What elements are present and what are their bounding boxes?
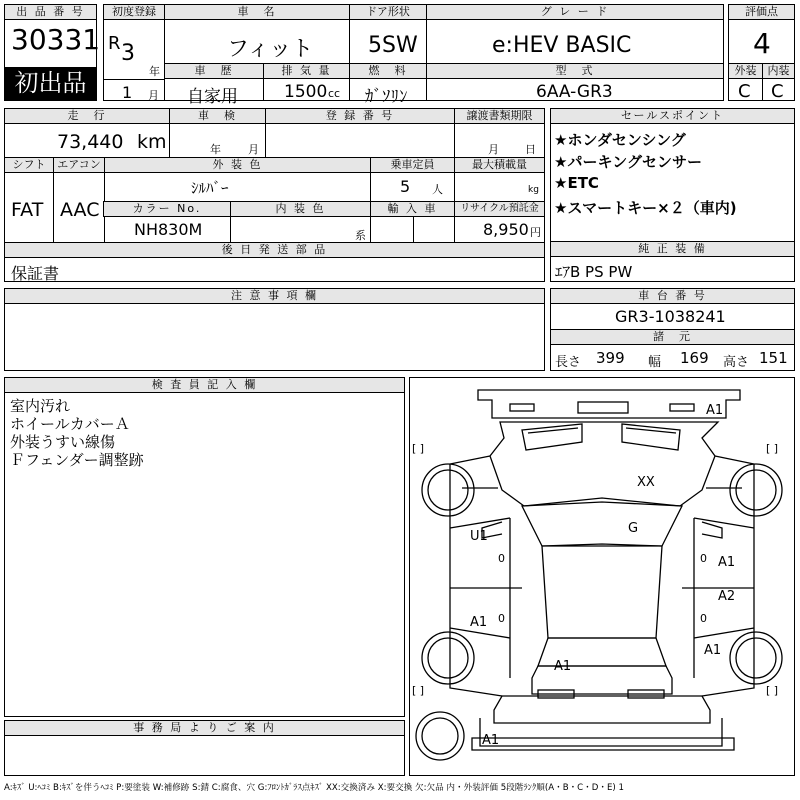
specs-box <box>4 108 545 282</box>
inspector-label: 検 査 員 記 入 欄 <box>5 378 404 393</box>
length-value: 399 <box>596 349 625 367</box>
interior-color-label: 内 装 色 <box>230 201 371 217</box>
sales-point-item: ★スマートキー×２（車内) <box>554 199 737 217</box>
lot-number: 30331 <box>11 23 101 56</box>
interior-value: C <box>771 81 784 102</box>
shift-label: シフト <box>4 157 54 173</box>
later-parts-label: 後 日 発 送 部 品 <box>4 242 545 258</box>
registration-box <box>103 4 165 101</box>
legend-text: A:ｷｽﾞ U:ﾍｺﾐ B:ｷｽﾞを伴うﾍｺﾐ P:要塗装 W:補修跡 S:錆 C:腐食、穴 G:ﾌﾛﾝﾄｶﾞﾗｽ点ｷｽﾞ XX:交換済み X:要交換 欠:欠品 内・外装評価 5段階ﾗﾝｸ順(A・B・C・D・E) 1 <box>4 783 624 793</box>
car-name: フィット <box>227 37 314 62</box>
plate-label: 登 録 番 号 <box>265 108 455 124</box>
displacement-unit: cc <box>328 87 341 100</box>
recycle-unit: 円 <box>530 226 541 239</box>
notes-label: 注 意 事 項 欄 <box>5 289 544 304</box>
load-label: 最大積載量 <box>454 157 545 173</box>
width-label: 幅 <box>648 355 662 370</box>
hood-shape <box>490 422 718 506</box>
sales-points-box <box>550 108 795 242</box>
mark-hood: XX <box>637 475 655 490</box>
model-value: 6AA-GR3 <box>536 82 613 102</box>
wheel-front-right-shape <box>730 464 782 516</box>
capacity-value: 5 <box>400 177 411 196</box>
mark-bracket: [ ] <box>412 684 425 697</box>
door-value: 5SW <box>368 33 418 58</box>
reg-era: R <box>108 33 121 54</box>
mark-zero: 0 <box>498 552 505 565</box>
inspection-label: 車 検 <box>169 108 266 124</box>
fog-left-shape <box>510 404 534 411</box>
later-parts-value: 保証書 <box>11 264 60 283</box>
height-value: 151 <box>759 349 788 367</box>
chassis-value: GR3-1038241 <box>615 307 726 326</box>
recycle-value: 8,950 <box>483 220 529 239</box>
spare-wheel-shape <box>416 712 464 760</box>
sales-point-item: ★ETC <box>554 174 599 192</box>
mark-trunk: A1 <box>554 659 572 674</box>
inspector-line: 外装うすい線傷 <box>10 433 116 451</box>
lot-label: 出 品 番 号 <box>5 5 96 20</box>
mark-left-rear-quarter: A1 <box>470 615 488 630</box>
shift-value: FAT <box>11 199 44 221</box>
first-listing-badge <box>5 67 96 100</box>
exterior-label: 外装 <box>728 63 763 79</box>
sales-point-item: ★ホンダセンシング <box>554 131 686 149</box>
wheel-front-left-shape <box>422 464 474 516</box>
transfer-label: 譲渡書類期限 <box>454 108 545 124</box>
transfer-month-unit: 月 <box>488 143 499 156</box>
color-no-label: カラー No. <box>103 201 231 217</box>
exterior-value: C <box>738 81 751 102</box>
body-left-shape <box>450 456 502 696</box>
notes-box <box>4 288 545 371</box>
inspector-line: ホイールカバーＡ <box>10 415 130 433</box>
mark-bracket: [ ] <box>766 442 779 455</box>
wheel-rear-left-shape <box>422 632 474 684</box>
month-unit: 月 <box>148 89 159 102</box>
car-diagram <box>410 378 794 775</box>
reg-month: 1 <box>122 83 133 102</box>
fuel-value: ｶﾞｿﾘﾝ <box>365 87 408 107</box>
mark-spare-area: A1 <box>482 733 500 748</box>
reg-year: 3 <box>121 41 135 66</box>
color-no-value: NH830M <box>134 220 203 239</box>
car-diagram-box <box>409 377 795 776</box>
inspector-line: Ｆフェンダー調整跡 <box>10 451 144 469</box>
body-right-shape <box>702 456 754 696</box>
fog-right-shape <box>670 404 694 411</box>
mark-right-front-door: A1 <box>718 555 736 570</box>
sales-point-item: ★パーキングセンサー <box>554 153 702 171</box>
grade-label: グ レ ー ド <box>426 4 724 20</box>
mark-left-front-door: U1 <box>470 529 488 544</box>
displacement-label: 排 気 量 <box>263 63 350 79</box>
grade-value: e:HEV BASIC <box>492 33 632 58</box>
chassis-box <box>550 288 795 371</box>
office-label: 事 務 局 よ り ご 案 内 <box>5 721 404 736</box>
year-unit: 年 <box>149 65 160 78</box>
capacity-label: 乗車定員 <box>370 157 455 173</box>
displacement-value: 1500 <box>284 82 328 102</box>
equipment-label: 純 正 装 備 <box>551 242 794 257</box>
width-value: 169 <box>680 349 709 367</box>
capacity-unit: 人 <box>432 183 443 196</box>
mark-right-rear-quarter: A1 <box>704 643 722 658</box>
mark-zero: 0 <box>700 552 707 565</box>
load-unit: kg <box>528 185 539 195</box>
mileage-label: 走 行 <box>4 108 170 124</box>
header-grid <box>165 4 724 107</box>
history-value: 自家用 <box>187 87 238 107</box>
front-grille-shape <box>578 402 628 413</box>
color-value: ｼﾙﾊﾞｰ <box>191 179 229 197</box>
dims-label: 諸 元 <box>550 329 795 345</box>
score-box <box>728 4 795 101</box>
color-label: 外 装 色 <box>104 157 371 173</box>
score-value: 4 <box>753 27 771 60</box>
wheel-rear-right-shape <box>730 632 782 684</box>
ac-label: エアコン <box>53 157 105 173</box>
reg-label: 初度登録 <box>104 5 164 20</box>
lot-box <box>4 4 101 101</box>
length-label: 長さ <box>555 355 582 370</box>
first-listing-text: 初出品 <box>14 69 87 97</box>
mark-zero: 0 <box>700 612 707 625</box>
equipment-box <box>550 241 795 282</box>
mileage-unit: km <box>137 131 167 153</box>
recycle-label: リサイクル預託金 <box>454 201 545 217</box>
insp-year-unit: 年 <box>210 143 221 156</box>
inspector-line: 室内汚れ <box>10 397 71 415</box>
ac-value: AAC <box>60 199 100 221</box>
import-label: 輸 入 車 <box>370 201 455 217</box>
office-box <box>4 720 405 776</box>
transfer-day-unit: 日 <box>525 143 536 156</box>
mark-zero: 0 <box>498 612 505 625</box>
windshield-shape <box>522 502 682 546</box>
roof-shape <box>542 546 662 638</box>
interior-label: 内装 <box>762 63 795 79</box>
mark-bracket: [ ] <box>412 442 425 455</box>
interior-color-unit: 系 <box>355 229 366 242</box>
mark-roof: G <box>628 521 639 536</box>
mark-bracket: [ ] <box>766 684 779 697</box>
mark-right-rear-door: A2 <box>718 589 736 604</box>
mark-front-right: A1 <box>706 403 724 418</box>
mileage-value: 73,440 <box>57 131 124 153</box>
history-label: 車 歴 <box>164 63 264 79</box>
sales-points-label: セールスポイント <box>551 109 794 124</box>
inspector-box <box>4 377 405 717</box>
insp-month-unit: 月 <box>248 143 259 156</box>
equipment-value: ｴｱB PS PW <box>555 263 633 281</box>
door-label: ドア形状 <box>349 4 427 20</box>
rear-end-shape <box>480 718 722 746</box>
fuel-label: 燃 料 <box>349 63 427 79</box>
height-label: 高さ <box>723 355 750 370</box>
name-label: 車 名 <box>165 4 350 20</box>
model-label: 型 式 <box>426 63 724 79</box>
rear-bumper-shape <box>494 696 710 723</box>
score-label: 評価点 <box>729 5 794 20</box>
chassis-label: 車 台 番 号 <box>551 289 794 304</box>
